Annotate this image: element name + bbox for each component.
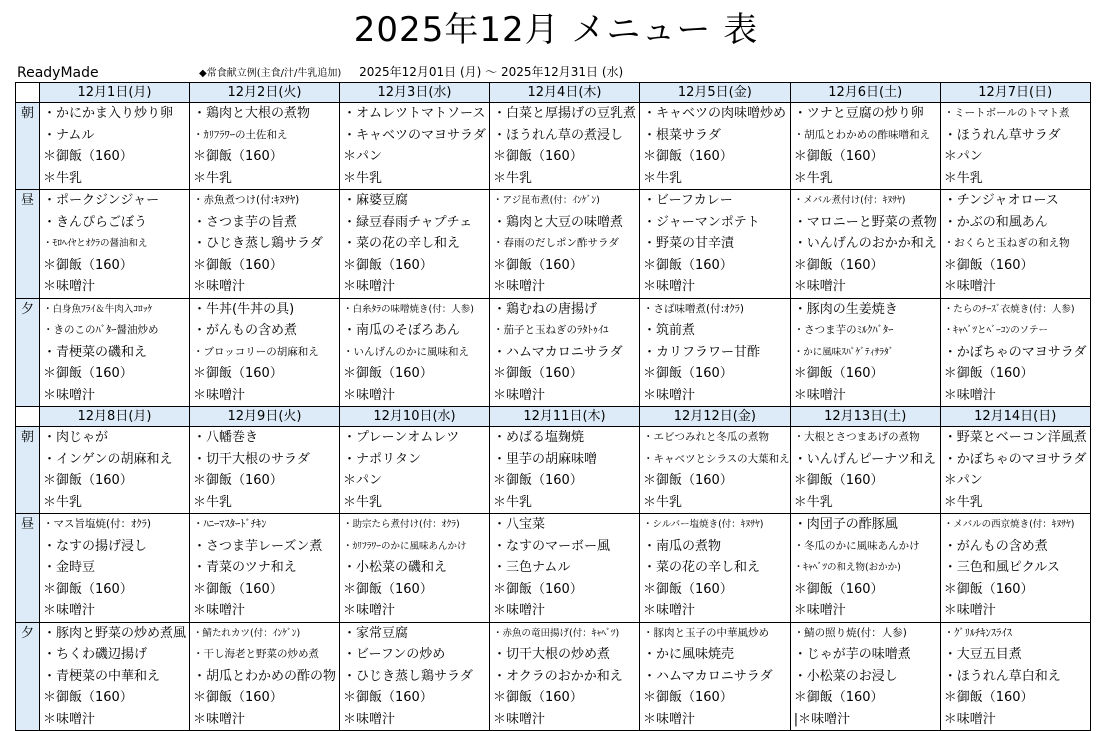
menu-cell bbox=[190, 514, 340, 623]
menu-cell bbox=[790, 427, 940, 514]
menu-cell bbox=[940, 298, 1090, 407]
menu-item: ・白糸ﾀﾗの味噌焼き(付：人参) bbox=[343, 303, 474, 315]
menu-item: ＊御飯（160） bbox=[43, 473, 133, 488]
menu-item: ・菜の花の辛し和え bbox=[643, 560, 761, 575]
day-header: 12月13日(土) bbox=[790, 407, 940, 427]
menu-item: ＊味噌汁 bbox=[943, 711, 996, 727]
menu-item: ＊御飯（160） bbox=[643, 257, 733, 273]
menu-item: ＊御飯（160） bbox=[193, 149, 283, 164]
menu-item: ＊牛乳 bbox=[43, 494, 83, 510]
menu-item: ・菜の花の辛し和え bbox=[343, 236, 461, 251]
menu-item: ・青梗菜の中華和え bbox=[43, 668, 161, 684]
menu-item: ・プレーンオムレツ bbox=[343, 430, 460, 445]
menu-item: ＊御飯（160） bbox=[793, 690, 884, 705]
menu-item: ＊御飯（160） bbox=[793, 366, 884, 381]
menu-cell bbox=[40, 514, 190, 623]
day-header: 12月6日(土) bbox=[790, 83, 940, 103]
menu-item: ＊御飯（160） bbox=[43, 149, 133, 164]
menu-item: ・きのこのﾊﾞﾀｰ醤油炒め bbox=[43, 324, 159, 336]
menu-item: ・オムレツトマトソース bbox=[343, 106, 486, 121]
menu-item: ・肉じゃが bbox=[43, 430, 109, 445]
menu-cell bbox=[790, 103, 940, 190]
menu-item: ・メバル煮付け(付：ｷﾇｻﾔ) bbox=[793, 195, 906, 206]
menu-item: ・豚肉と玉子の中華風炒め bbox=[643, 626, 769, 639]
menu-item: ・おくらと玉ねぎの和え物 bbox=[943, 237, 1070, 249]
menu-item: ＊パン bbox=[943, 149, 983, 164]
menu-item: ・切干大根の炒め煮 bbox=[493, 647, 611, 662]
menu-item: ＊御飯（160） bbox=[643, 149, 733, 164]
menu-item: ＊味噌汁 bbox=[493, 387, 546, 403]
menu-item: ・鶏むねの唐揚げ bbox=[493, 301, 598, 317]
menu-item: ＊御飯（160） bbox=[793, 581, 884, 597]
week-header-row bbox=[16, 83, 1091, 103]
menu-item: ＊味噌汁 bbox=[643, 279, 696, 294]
menu-item: ・春雨のだしポン酢サラダ bbox=[493, 237, 619, 249]
menu-item: ・マス旨塩焼(付：ｵｸﾗ) bbox=[43, 518, 151, 530]
day-header: 12月8日(月) bbox=[40, 407, 190, 427]
menu-item: ＊牛乳 bbox=[193, 170, 233, 186]
menu-cell bbox=[340, 622, 490, 731]
menu-item: ＊味噌汁 bbox=[643, 387, 696, 403]
menu-item: ＊御飯（160） bbox=[943, 690, 1034, 705]
menu-item: ・メバルの西京焼き(付：ｷﾇｻﾔ) bbox=[943, 519, 1075, 530]
menu-item: ・ナポリタン bbox=[343, 451, 422, 467]
menu-item: ＊味噌汁 bbox=[793, 279, 846, 294]
menu-item: ・大豆五目煮 bbox=[943, 647, 1022, 662]
menu-item: ＊牛乳 bbox=[793, 170, 833, 186]
menu-item: ・ジャーマンポテト bbox=[643, 214, 760, 230]
meal-label: 朝 bbox=[16, 427, 40, 514]
day-header: 12月5日(金) bbox=[640, 83, 791, 103]
menu-cell bbox=[490, 103, 640, 190]
meal-row bbox=[16, 298, 1091, 407]
menu-item: ・白身魚ﾌﾗｲ＆牛肉入ｺﾛｯｹ bbox=[43, 303, 153, 315]
menu-item: ＊牛乳 bbox=[493, 494, 533, 510]
menu-item: ・ポークジンジャー bbox=[43, 193, 160, 208]
menu-item: ・牛丼(牛丼の具) bbox=[193, 301, 295, 317]
menu-item: ＊御飯（160） bbox=[43, 257, 133, 273]
menu-item: ・冬瓜のかに風味あんかけ bbox=[793, 539, 920, 552]
menu-cell bbox=[340, 190, 490, 299]
menu-item: ＊味噌汁 bbox=[193, 387, 246, 403]
meal-row bbox=[16, 514, 1091, 623]
menu-item: ・野菜とベーコン洋風煮 bbox=[943, 430, 1087, 445]
meal-label: 夕 bbox=[16, 298, 40, 407]
menu-item: ＊味噌汁 bbox=[193, 279, 246, 294]
menu-cell bbox=[190, 103, 340, 190]
menu-cell bbox=[940, 514, 1090, 623]
menu-item: ＊味噌汁 bbox=[943, 603, 996, 618]
menu-item: ＊牛乳 bbox=[343, 494, 383, 510]
menu-item: ・鯖たれカツ(付：ｲﾝｹﾞﾝ) bbox=[193, 627, 301, 639]
menu-cell bbox=[790, 298, 940, 407]
menu-item: ＊御飯（160） bbox=[343, 257, 433, 273]
menu-cell bbox=[190, 190, 340, 299]
menu-cell bbox=[190, 298, 340, 407]
menu-cell bbox=[790, 622, 940, 731]
menu-note: ◆常食献立例(主食/汁/牛乳追加) bbox=[199, 68, 342, 79]
menu-cell bbox=[190, 622, 340, 731]
menu-item: ・かに風味焼売 bbox=[643, 647, 735, 662]
menu-item: ・きんぴらごぼう bbox=[43, 214, 148, 230]
menu-item: ＊牛乳 bbox=[643, 170, 683, 186]
menu-item: ＊味噌汁 bbox=[793, 603, 846, 618]
menu-item: ・胡瓜とわかめの酢の物 bbox=[193, 668, 337, 684]
menu-item: ＊御飯（160） bbox=[193, 257, 283, 273]
menu-item: ＊御飯（160） bbox=[343, 581, 433, 597]
day-header: 12月3日(水) bbox=[340, 83, 490, 103]
menu-cell bbox=[640, 298, 791, 407]
menu-item: ・いんげんピーナツ和え bbox=[793, 451, 937, 467]
menu-item: ・エビつみれと冬瓜の煮物 bbox=[643, 431, 769, 443]
menu-item: ＊御飯（160） bbox=[343, 366, 433, 381]
menu-item: ・めばる塩麹焼 bbox=[493, 430, 585, 445]
menu-item: ・ビーフカレー bbox=[643, 193, 733, 208]
menu-cell bbox=[940, 427, 1090, 514]
menu-item: ＊御飯（160） bbox=[343, 690, 433, 705]
menu-item: ・鯖の照り焼(付：人参) bbox=[793, 626, 907, 639]
menu-item: ・干し海老と野菜の炒め煮 bbox=[193, 648, 319, 660]
menu-item: ＊御飯（160） bbox=[43, 581, 133, 597]
menu-item: ・ツナと豆腐の炒り卵 bbox=[793, 106, 924, 121]
menu-item: ・赤魚の竜田揚げ(付：ｷｬﾍﾞﾂ) bbox=[493, 627, 620, 639]
menu-item: ・切干大根のサラダ bbox=[193, 451, 310, 467]
menu-item: ・肉団子の酢豚風 bbox=[793, 517, 898, 532]
meal-label: 昼 bbox=[16, 190, 40, 299]
menu-item: ＊御飯（160） bbox=[193, 690, 283, 705]
menu-item: ＊御飯（160） bbox=[493, 366, 583, 381]
menu-item: ・ちくわ磯辺揚げ bbox=[43, 647, 148, 662]
menu-item: ・がんもの含め煮 bbox=[193, 323, 298, 338]
menu-cell bbox=[40, 190, 190, 299]
menu-item: ＊牛乳 bbox=[943, 494, 983, 510]
menu-item: ・白菜と厚揚げの豆乳煮 bbox=[493, 106, 637, 121]
menu-item: ・ブロッコリーの胡麻和え bbox=[193, 345, 319, 358]
menu-item: ・カリフラワー甘酢 bbox=[643, 344, 761, 360]
menu-item: ＊御飯（160） bbox=[493, 257, 583, 273]
menu-item: ・なすのマーボー風 bbox=[493, 538, 611, 554]
menu-item: ＊御飯（160） bbox=[43, 366, 133, 381]
menu-cell bbox=[40, 298, 190, 407]
menu-item: ・ほうれん草白和え bbox=[943, 668, 1061, 684]
menu-item: ・いんげんのかに風味和え bbox=[343, 345, 469, 358]
menu-item: ＊味噌汁 bbox=[343, 603, 396, 618]
menu-item: ・ひじき蒸し鶏サラダ bbox=[343, 668, 473, 684]
menu-item: ＊御飯（160） bbox=[43, 690, 133, 705]
menu-item: ・南瓜の煮物 bbox=[643, 538, 722, 554]
menu-item: ＊御飯（160） bbox=[643, 473, 733, 488]
day-header: 12月11日(木) bbox=[490, 407, 640, 427]
menu-item: ＊御飯（160） bbox=[493, 690, 583, 705]
menu-item: ・ほうれん草の煮浸し bbox=[493, 127, 624, 143]
menu-item: ・ハムマカロニサラダ bbox=[493, 344, 623, 360]
menu-item: ・金時豆 bbox=[43, 560, 96, 575]
menu-item: ・青菜のツナ和え bbox=[193, 560, 297, 575]
menu-item: ・豚肉と野菜の炒め煮風 bbox=[43, 625, 187, 641]
meal-row bbox=[16, 622, 1091, 731]
menu-item: ・さつま芋のﾐﾙｸﾊﾞﾀｰ bbox=[793, 324, 894, 336]
menu-cell bbox=[40, 622, 190, 731]
meal-row bbox=[16, 103, 1091, 190]
menu-item: ・八幡巻き bbox=[193, 430, 259, 445]
menu-item: ＊味噌汁 bbox=[343, 711, 396, 727]
menu-cell bbox=[490, 622, 640, 731]
menu-item: ＊味噌汁 bbox=[493, 603, 546, 618]
menu-item: ・鶏肉と大根の煮物 bbox=[193, 106, 311, 121]
menu-cell bbox=[490, 427, 640, 514]
menu-item: ・三色ナムル bbox=[493, 560, 571, 575]
menu-item: ＊パン bbox=[343, 149, 383, 164]
day-header: 12月9日(火) bbox=[190, 407, 340, 427]
menu-item: ＊御飯（160） bbox=[193, 366, 283, 381]
menu-item: ・たらのﾁｰｽﾞ衣焼き(付：人参) bbox=[943, 303, 1075, 315]
menu-item: ・かぼちゃのマヨサラダ bbox=[943, 344, 1087, 360]
menu-item: ＊牛乳 bbox=[643, 494, 683, 510]
menu-item: ・さば味噌煮(付:ｵｸﾗ) bbox=[643, 302, 744, 315]
menu-item: ＊味噌汁 bbox=[43, 387, 96, 403]
menu-item: ・ﾊﾆｰﾏｽﾀｰﾄﾞﾁｷﾝ bbox=[193, 518, 267, 530]
day-header: 12月14日(日) bbox=[940, 407, 1090, 427]
menu-item: ＊牛乳 bbox=[493, 170, 533, 186]
page-title: 2025年12月 メニュー 表 bbox=[353, 10, 759, 50]
brand-label: ReadyMade bbox=[17, 65, 99, 81]
menu-item: ・豚肉の生姜焼き bbox=[793, 301, 898, 317]
menu-item: ・緑豆春雨チャプチェ bbox=[343, 214, 473, 230]
menu-item: ＊御飯（160） bbox=[943, 366, 1034, 381]
menu-item: ・ハムマカロニサラダ bbox=[643, 668, 773, 684]
menu-item: ＊味噌汁 bbox=[43, 279, 96, 294]
menu-item: ・赤魚煮つけ(付:ｷﾇｻﾔ) bbox=[193, 194, 300, 206]
menu-item: ・キャベツのマヨサラダ bbox=[343, 127, 486, 143]
day-header: 12月7日(日) bbox=[940, 83, 1090, 103]
menu-item: ＊牛乳 bbox=[943, 170, 983, 186]
menu-item: ・里芋の胡麻味噌 bbox=[493, 451, 598, 467]
menu-cell bbox=[940, 103, 1090, 190]
menu-item: ＊牛乳 bbox=[793, 494, 833, 510]
menu-item: ・青梗菜の磯和え bbox=[43, 344, 148, 360]
menu-cell bbox=[490, 514, 640, 623]
day-header: 12月4日(木) bbox=[490, 83, 640, 103]
menu-cell bbox=[640, 103, 791, 190]
header-corner bbox=[16, 407, 40, 427]
meal-label: 昼 bbox=[16, 514, 40, 623]
menu-item: ・チンジャオロース bbox=[943, 193, 1059, 208]
menu-item: ＊パン bbox=[343, 473, 383, 488]
menu-item: ＊御飯（160） bbox=[793, 257, 884, 273]
menu-item: ・麻婆豆腐 bbox=[343, 193, 409, 208]
menu-item: ・かに風味ｽﾊﾟｹﾞﾃｨｻﾗﾀﾞ bbox=[793, 346, 894, 358]
menu-cell bbox=[490, 190, 640, 299]
menu-item: ・ﾓﾛﾍｲﾔとｵｸﾗの醤油和え bbox=[43, 238, 148, 249]
menu-item: ＊御飯（160） bbox=[793, 473, 884, 488]
menu-item: ・キャベツとシラスの大葉和え bbox=[643, 452, 790, 465]
menu-item: ＊味噌汁 bbox=[943, 279, 996, 294]
menu-item: ・いんげんのおかか和え bbox=[793, 236, 937, 251]
menu-cell bbox=[340, 514, 490, 623]
menu-item: ・ｷｬﾍﾞﾂの和え物(おかか) bbox=[793, 562, 901, 573]
menu-item: |＊味噌汁 bbox=[793, 711, 851, 727]
menu-item: ・がんもの含め煮 bbox=[943, 538, 1048, 554]
menu-cell bbox=[40, 103, 190, 190]
menu-item: ・かぶの和風あん bbox=[943, 214, 1048, 230]
menu-item: ＊牛乳 bbox=[193, 494, 233, 510]
menu-item: ・ビーフンの炒め bbox=[343, 647, 446, 662]
week-header-row bbox=[16, 407, 1091, 427]
header-corner bbox=[16, 83, 40, 103]
menu-item: ＊味噌汁 bbox=[493, 711, 546, 727]
menu-item: ・ナムル bbox=[43, 127, 95, 143]
day-header: 12月12日(金) bbox=[640, 407, 791, 427]
menu-item: ＊味噌汁 bbox=[343, 279, 396, 294]
menu-item: ・アジ昆布煮(付：ｲﾝｹﾞﾝ) bbox=[493, 195, 600, 206]
menu-item: ＊御飯（160） bbox=[643, 690, 733, 705]
menu-item: ＊御飯（160） bbox=[643, 581, 733, 597]
menu-item: ＊パン bbox=[943, 473, 983, 488]
menu-item: ・八宝菜 bbox=[493, 517, 546, 532]
menu-item: ＊御飯（160） bbox=[793, 149, 884, 164]
menu-cell bbox=[490, 298, 640, 407]
meal-row bbox=[16, 427, 1091, 514]
menu-item: ＊御飯（160） bbox=[643, 366, 733, 381]
menu-item: ・マロニーと野菜の煮物 bbox=[793, 214, 937, 230]
menu-item: ＊御飯（160） bbox=[193, 473, 283, 488]
menu-cell bbox=[340, 427, 490, 514]
menu-period: 2025年12月01日 (月) ～ 2025年12月31日 (水) bbox=[359, 65, 624, 79]
menu-item: ・小松菜の磯和え bbox=[343, 560, 448, 575]
menu-cell bbox=[340, 298, 490, 407]
menu-item: ・オクラのおかか和え bbox=[493, 668, 623, 684]
menu-item: ・茄子と玉ねぎのﾗﾀﾄｩｲﾕ bbox=[493, 324, 609, 336]
menu-cell bbox=[340, 103, 490, 190]
menu-item: ＊御飯（160） bbox=[943, 257, 1034, 273]
day-header: 12月10日(水) bbox=[340, 407, 490, 427]
menu-item: ・ｷｬﾍﾞﾂとﾍﾞｰｺﾝのソテー bbox=[943, 325, 1048, 336]
menu-item: ・かにかま入り炒り卵 bbox=[43, 106, 174, 121]
menu-item: ・鶏肉と大豆の味噌煮 bbox=[493, 214, 624, 230]
menu-item: ＊御飯（160） bbox=[943, 581, 1034, 597]
menu-item: ＊味噌汁 bbox=[493, 279, 546, 294]
menu-table bbox=[15, 82, 1091, 731]
day-header: 12月1日(月) bbox=[40, 83, 190, 103]
menu-item: ・小松菜のお浸し bbox=[793, 668, 898, 684]
menu-item: ＊御飯（160） bbox=[493, 149, 583, 164]
menu-item: ・かぼちゃのマヨサラダ bbox=[943, 451, 1087, 467]
meal-label: 朝 bbox=[16, 103, 40, 190]
menu-item: ＊味噌汁 bbox=[43, 711, 96, 727]
menu-cell bbox=[40, 427, 190, 514]
menu-item: ・ひじき蒸し鶏サラダ bbox=[193, 236, 323, 251]
menu-item: ＊味噌汁 bbox=[643, 711, 696, 727]
menu-item: ・なすの揚げ浸し bbox=[43, 538, 148, 554]
menu-item: ・胡瓜とわかめの酢味噌和え bbox=[793, 128, 931, 141]
menu-item: ・野菜の甘辛漬 bbox=[643, 236, 735, 251]
menu-item: ＊味噌汁 bbox=[193, 603, 246, 618]
menu-item: ・ｸﾞﾘﾙﾁｷﾝｽﾗｲｽ bbox=[943, 626, 1012, 639]
menu-item: ＊御飯（160） bbox=[493, 473, 583, 488]
menu-item: ・大根とさつまあげの煮物 bbox=[793, 431, 920, 443]
menu-item: ＊味噌汁 bbox=[343, 387, 396, 403]
menu-cell bbox=[790, 190, 940, 299]
menu-item: ・南瓜のそぼろあん bbox=[343, 323, 461, 338]
menu-item: ＊味噌汁 bbox=[943, 387, 996, 403]
meal-row bbox=[16, 190, 1091, 299]
menu-item: ＊味噌汁 bbox=[193, 711, 246, 727]
menu-item: ・インゲンの胡麻和え bbox=[43, 451, 173, 467]
menu-cell bbox=[640, 514, 791, 623]
menu-item: ・助宗たら煮付け(付：ｵｸﾗ) bbox=[343, 519, 460, 530]
menu-item: ・さつま芋レーズン煮 bbox=[193, 538, 323, 554]
menu-cell bbox=[790, 514, 940, 623]
menu-item: ・ｶﾘﾌﾗﾜｰの土佐和え bbox=[193, 128, 288, 141]
menu-item: ・さつま芋の旨煮 bbox=[193, 214, 298, 230]
menu-item: ＊御飯（160） bbox=[493, 581, 583, 597]
menu-item: ＊味噌汁 bbox=[643, 603, 696, 618]
menu-cell bbox=[640, 427, 791, 514]
menu-item: ＊御飯（160） bbox=[193, 581, 283, 597]
menu-cell bbox=[640, 190, 791, 299]
menu-item: ・筑前煮 bbox=[643, 323, 696, 338]
menu-cell bbox=[190, 427, 340, 514]
menu-item: ・ほうれん草サラダ bbox=[943, 127, 1061, 143]
menu-cell bbox=[940, 190, 1090, 299]
menu-cell bbox=[640, 622, 791, 731]
menu-item: ＊牛乳 bbox=[43, 170, 83, 186]
menu-item: ・シルバー塩焼き(付：ｷﾇｻﾔ) bbox=[643, 519, 764, 530]
menu-item: ・ミートボールのトマト煮 bbox=[943, 107, 1070, 119]
day-header: 12月2日(火) bbox=[190, 83, 340, 103]
menu-item: ・三色和風ピクルス bbox=[943, 560, 1060, 575]
menu-item: ・根菜サラダ bbox=[643, 127, 721, 143]
subheader bbox=[199, 64, 623, 82]
menu-item: ＊牛乳 bbox=[343, 170, 383, 186]
meal-label: 夕 bbox=[16, 622, 40, 731]
menu-item: ＊味噌汁 bbox=[43, 603, 96, 618]
menu-item: ・家常豆腐 bbox=[343, 625, 409, 641]
menu-item: ・ｶﾘﾌﾗﾜｰのかに風味あんかけ bbox=[343, 540, 467, 552]
menu-item: ・じゃが芋の味噌煮 bbox=[793, 647, 911, 662]
menu-item: ・キャベツの肉味噌炒め bbox=[643, 106, 787, 121]
menu-item: ＊味噌汁 bbox=[793, 387, 846, 403]
menu-cell bbox=[940, 622, 1090, 731]
